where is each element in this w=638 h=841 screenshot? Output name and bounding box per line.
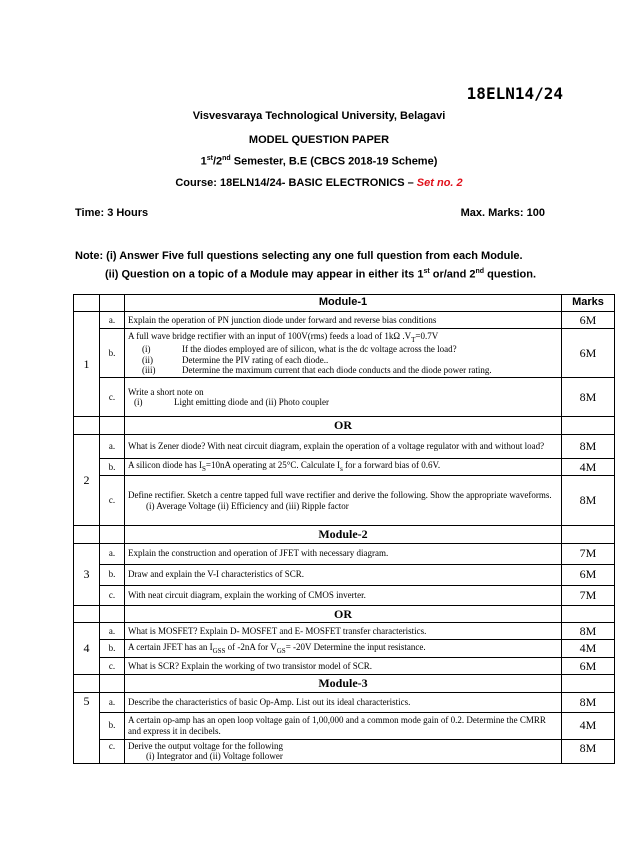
marks-value: 6M	[562, 312, 615, 329]
module-2-header-row	[74, 526, 615, 543]
marks-value: 8M	[562, 378, 615, 417]
subquestion-label: b.	[100, 458, 125, 475]
subject-code: 18ELN14/24	[466, 84, 563, 103]
module-2-title: Module-2	[125, 526, 562, 543]
question-text: Explain the construction and operation of JFET with necessary diagram.	[125, 543, 562, 564]
question-text: With neat circuit diagram, explain the working of CMOS inverter.	[125, 585, 562, 605]
marks-value: 8M	[562, 434, 615, 458]
question-text: A full wave bridge rectifier with an input of 100V(rms) feeds a load of 1kΩ $.V_T=0.7V$ (i) If the diodes employed are of silicon, what is the dc voltage across the load? (ii) Determine the PIV rating of each diode.. (iii) Determine the maximum current that each diode conducts and the diode power rating.	[125, 329, 562, 378]
module-3-title: Module-3	[125, 675, 562, 692]
subquestion-label: a.	[100, 622, 125, 639]
table-row	[74, 585, 615, 605]
table-row	[74, 692, 615, 712]
note-line-2: (ii) Question on a topic of a Module may appear in either its 1st or/and 2nd question.	[105, 268, 537, 281]
or-row	[74, 417, 615, 434]
question-text: A certain op-amp has an open loop voltage gain of 1,00,000 and a common mode gain of 0.2. Determine the CMRR and express it in decibels.	[125, 712, 562, 739]
table-row	[74, 458, 615, 475]
table-row	[74, 622, 615, 639]
max-marks-label: Max. Marks: 100	[460, 207, 545, 219]
subquestion-label: b.	[100, 640, 125, 657]
subquestion-label: c.	[100, 739, 125, 764]
set-number: Set no. 2	[416, 177, 463, 189]
question-text: A silicon diode has $I_S=10nA$ operating at 25°C. Calculate $I_s$ for a forward bias of 0.6V.	[125, 458, 562, 475]
question-text: Explain the operation of PN junction diode under forward and reverse bias conditions	[125, 312, 562, 329]
question-number: 3	[74, 543, 100, 605]
module-3-header-row	[74, 675, 615, 692]
paper-type: MODEL QUESTION PAPER	[248, 134, 390, 146]
question-number: 2	[74, 434, 100, 525]
question-text: What is SCR? Explain the working of two transistor model of SCR.	[125, 657, 562, 674]
question-text: Draw and explain the V-I characteristics of SCR.	[125, 564, 562, 585]
question-text: A certain JFET has an $I_{GSS}$ of -2nA for $V_{GS}= -20V$ Determine the input resistance.	[125, 640, 562, 657]
subquestion-label: a.	[100, 692, 125, 712]
marks-value: 4M	[562, 458, 615, 475]
time-label: Time: 3 Hours	[75, 207, 149, 219]
subquestion-label: b.	[100, 564, 125, 585]
marks-header: Marks	[562, 295, 615, 312]
subquestion-label: a.	[100, 543, 125, 564]
table-row	[74, 640, 615, 657]
table-row	[74, 657, 615, 674]
question-text: Describe the characteristics of basic Op-Amp. List out its ideal characteristics.	[125, 692, 562, 712]
subquestion-label: c.	[100, 585, 125, 605]
subquestion-label: c.	[100, 378, 125, 417]
marks-value: 7M	[562, 543, 615, 564]
or-separator: OR	[125, 605, 562, 622]
subquestion-label: b.	[100, 329, 125, 378]
question-text: Write a short note on (i) Light emitting diode and (ii) Photo coupler	[125, 378, 562, 417]
marks-value: 8M	[562, 739, 615, 764]
marks-value: 4M	[562, 712, 615, 739]
marks-value: 4M	[562, 640, 615, 657]
university-name: Visvesvaraya Technological University, Belagavi	[192, 110, 446, 122]
marks-value: 7M	[562, 585, 615, 605]
question-text: Define rectifier. Sketch a centre tapped full wave rectifier and derive the following. Show the appropriate waveforms. (i) Average Voltage (ii) Efficiency and (iii) Ripple factor	[125, 476, 562, 526]
question-text: What is Zener diode? With neat circuit diagram, explain the operation of a voltage regulator with and without load?	[125, 434, 562, 458]
module-1-title: Module-1	[125, 295, 562, 312]
question-text: Derive the output voltage for the following (i) Integrator and (ii) Voltage follower	[125, 739, 562, 764]
or-row	[74, 605, 615, 622]
question-number: 4	[74, 622, 100, 674]
subquestion-label: c.	[100, 657, 125, 674]
course-line: Course: 18ELN14/24- BASIC ELECTRONICS – Set no. 2	[175, 177, 463, 189]
table-row	[74, 739, 615, 764]
table-row	[74, 329, 615, 378]
marks-value: 8M	[562, 622, 615, 639]
marks-value: 6M	[562, 564, 615, 585]
marks-value: 6M	[562, 329, 615, 378]
time-marks-row	[75, 207, 545, 219]
note-line-1: Note: (i) Answer Five full questions selecting any one full question from each Module.	[75, 250, 523, 262]
table-row	[74, 434, 615, 458]
module-1-header-row	[74, 295, 615, 312]
table-row	[74, 312, 615, 329]
table-row	[74, 378, 615, 417]
marks-value: 6M	[562, 657, 615, 674]
table-row	[74, 543, 615, 564]
subquestion-label: b.	[100, 712, 125, 739]
question-table	[73, 294, 615, 764]
table-row	[74, 564, 615, 585]
subquestion-label: c.	[100, 476, 125, 526]
table-row	[74, 476, 615, 526]
question-text: What is MOSFET? Explain D- MOSFET and E- MOSFET transfer characteristics.	[125, 622, 562, 639]
marks-value: 8M	[562, 692, 615, 712]
question-number: 1	[74, 312, 100, 417]
subquestion-label: a.	[100, 312, 125, 329]
question-number: 5	[74, 692, 100, 764]
or-separator: OR	[125, 417, 562, 434]
marks-value: 8M	[562, 476, 615, 526]
subquestion-label: a.	[100, 434, 125, 458]
semester-line: 1st/2nd Semester, B.E (CBCS 2018-19 Scheme)	[200, 155, 438, 168]
table-row	[74, 712, 615, 739]
